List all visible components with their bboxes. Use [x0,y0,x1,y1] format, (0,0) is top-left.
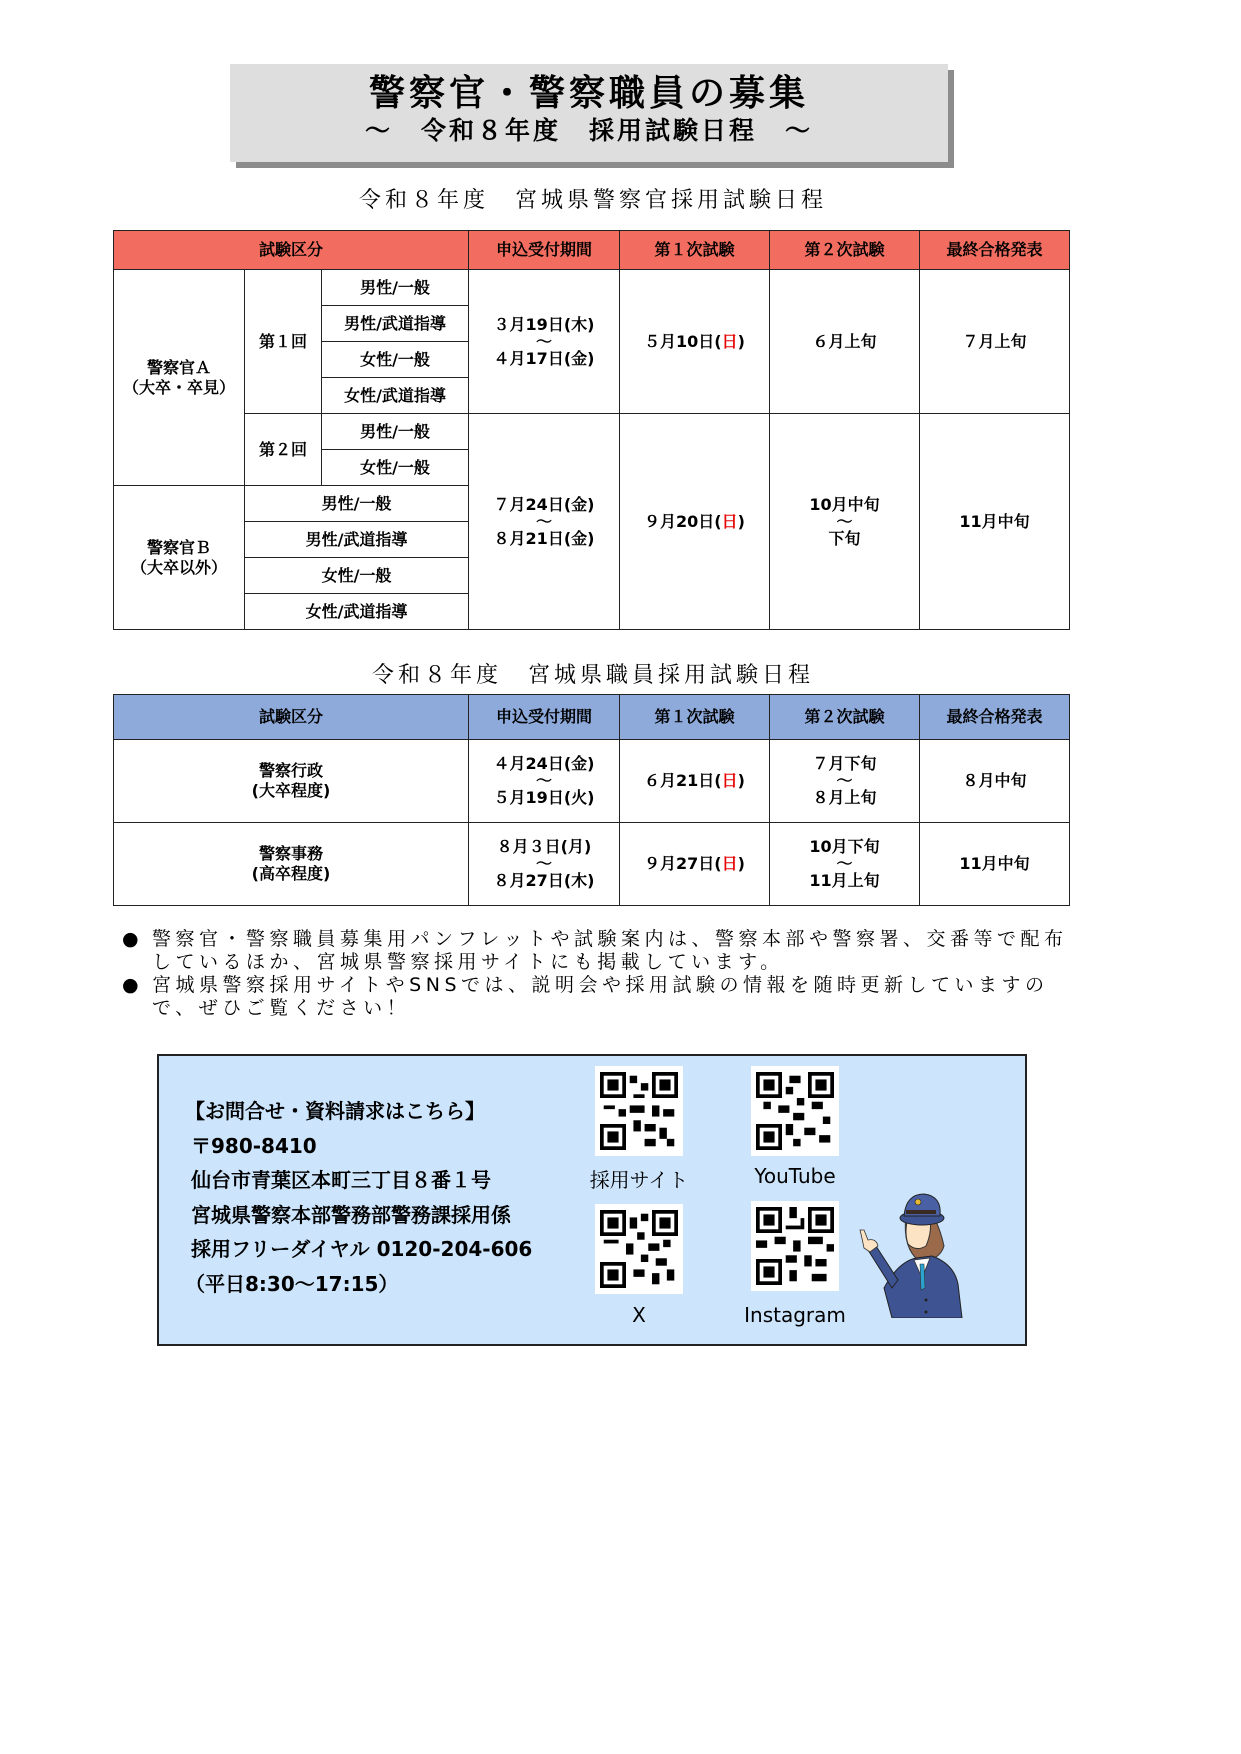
qr-label-instagram: Instagram [744,1303,846,1327]
police-officer-schedule-table [113,230,1070,630]
final-announcement-cell: 11月中旬 [920,823,1070,906]
page-subtitle: ～ 令和８年度 採用試験日程 ～ [364,116,813,145]
category-cell-officer-b [114,486,245,630]
qr-code-icon [600,1210,678,1288]
exam-type-cell: 男性/武道指導 [322,306,469,342]
notes-list [122,928,1082,1020]
sunday-marker: 日 [721,854,738,873]
range-tilde: ～ [535,331,552,351]
page-title: 警察官・警察職員の募集 [368,73,809,114]
category-cell [114,740,469,823]
qr-code-icon [756,1072,834,1150]
range-tilde: ～ [535,511,552,531]
column-header-first-exam: 第１次試験 [620,231,770,270]
bullet-icon: ● [122,928,144,950]
application-end: ８月21日(金) [493,528,595,548]
final-announcement-cell: ７月上旬 [920,270,1070,414]
postal-code: 〒980-8410 [191,1133,317,1158]
column-header-application-period: 申込受付期間 [469,231,620,270]
category-label: 警察行政 [258,761,323,780]
sunday-marker: 日 [721,771,738,790]
column-header-category: 試験区分 [114,231,469,270]
second-exam-cell [770,823,920,906]
office-hours: （平日8:30～17:15） [185,1271,399,1296]
category-note: （大卒・卒見） [122,377,235,397]
table-row [114,270,1070,306]
paren-close: ) [737,331,745,351]
department: 宮城県警察本部警務部警務課採用係 [191,1202,511,1227]
bullet-icon: ● [122,974,144,996]
application-start: ３月19日(木) [493,314,595,334]
category-label: 警察事務 [258,844,323,863]
exam-type-cell: 女性/一般 [245,558,469,594]
category-label: 警察官Ａ [146,357,211,377]
exam-type-cell: 男性/一般 [322,414,469,450]
first-exam-date: ９月20日( [644,511,722,531]
second-exam-start: 10月下旬 [809,837,880,856]
second-exam-start: 10月中旬 [809,494,880,514]
category-cell [114,823,469,906]
qr-code-x[interactable] [595,1204,683,1294]
qr-label-recruit-site: 採用サイト [589,1168,689,1192]
qr-code-instagram[interactable] [751,1201,839,1291]
round-cell: 第２回 [245,414,322,486]
table-row [114,740,1070,823]
qr-code-youtube[interactable] [751,1066,839,1156]
application-end: ５月19日(火) [493,788,595,807]
police-officer-illustration [854,1188,966,1318]
second-exam-end: ８月上旬 [812,788,877,807]
round-cell: 第１回 [245,270,322,414]
column-header-application-period: 申込受付期間 [469,695,620,740]
exam-type-cell: 女性/一般 [322,450,469,486]
application-start: ８月３日(月) [496,837,592,856]
note-item [122,974,1082,1020]
application-period-cell [469,823,620,906]
police-officer-section-title: 令和８年度 宮城県警察官採用試験日程 [358,188,827,213]
first-exam-cell [620,823,770,906]
address: 仙台市青葉区本町三丁目８番１号 [191,1168,491,1192]
final-announcement-cell: 11月中旬 [920,414,1070,630]
second-exam-end: 下旬 [828,528,861,548]
range-tilde: ～ [535,854,552,873]
qr-code-icon [756,1207,834,1285]
note-text: 宮城県警察採用サイトやSNSでは、説明会や採用試験の情報を随時更新していますので、ぜひご覧ください！ [152,974,1049,1019]
paren-close: ) [737,854,745,873]
contact-heading: 【お問合せ・資料請求はこちら】 [185,1099,485,1123]
category-cell-officer-a [114,270,245,486]
first-exam-cell [620,740,770,823]
column-header-category: 試験区分 [114,695,469,740]
category-label: 警察官Ｂ [146,537,211,557]
table-row [114,823,1070,906]
table-row [114,414,1070,450]
second-exam-end: 11月上旬 [809,871,880,890]
second-exam-cell [770,414,920,630]
column-header-final-announcement: 最終合格発表 [920,231,1070,270]
range-tilde: ～ [836,771,853,790]
category-note: (大卒程度) [251,781,331,800]
staff-schedule-table [113,694,1070,906]
column-header-second-exam: 第２次試験 [770,231,920,270]
range-tilde: ～ [836,511,853,531]
range-tilde: ～ [535,771,552,790]
first-exam-cell [620,270,770,414]
column-header-first-exam: 第１次試験 [620,695,770,740]
first-exam-date: ５月10日( [644,331,722,351]
exam-type-cell: 女性/武道指導 [322,378,469,414]
exam-type-cell: 男性/一般 [322,270,469,306]
second-exam-cell [770,740,920,823]
application-period-cell [469,270,620,414]
sunday-marker: 日 [721,331,738,351]
first-exam-cell [620,414,770,630]
exam-type-cell: 女性/一般 [322,342,469,378]
final-announcement-cell: ８月中旬 [920,740,1070,823]
second-exam-start: ７月下旬 [812,754,877,773]
contact-info [185,1094,533,1301]
application-start: ４月24日(金) [493,754,595,773]
table-header-row [114,231,1070,270]
exam-type-cell: 男性/一般 [245,486,469,522]
paren-close: ) [737,771,745,790]
first-exam-date: ６月21日( [644,771,722,790]
category-note: (高卒程度) [251,864,331,883]
staff-section-title: 令和８年度 宮城県職員採用試験日程 [371,663,814,688]
application-period-cell [469,740,620,823]
application-period-cell [469,414,620,630]
qr-label-x: X [632,1303,646,1327]
application-start: ７月24日(金) [493,494,595,514]
sunday-marker: 日 [721,511,738,531]
qr-code-recruit-site[interactable] [595,1066,683,1156]
second-exam-cell: ６月上旬 [770,270,920,414]
application-end: ８月27日(木) [493,871,595,890]
paren-close: ) [737,511,745,531]
phone-number: 採用フリーダイヤル 0120-204-606 [191,1237,533,1261]
exam-type-cell: 女性/武道指導 [245,594,469,630]
first-exam-date: ９月27日( [644,854,722,873]
title-banner [230,64,948,162]
note-text: 警察官・警察職員募集用パンフレットや試験案内は、警察本部や警察署、交番等で配布しているほか、宮城県警察採用サイトにも掲載しています。 [152,928,1068,973]
range-tilde: ～ [836,854,853,873]
category-note: （大卒以外） [130,557,227,577]
column-header-second-exam: 第２次試験 [770,695,920,740]
table-header-row [114,695,1070,740]
qr-label-youtube: YouTube [754,1164,836,1188]
contact-box [157,1054,1027,1346]
exam-type-cell: 男性/武道指導 [245,522,469,558]
column-header-final-announcement: 最終合格発表 [920,695,1070,740]
application-end: ４月17日(金) [493,348,595,368]
qr-code-icon [600,1072,678,1150]
note-item [122,928,1082,974]
